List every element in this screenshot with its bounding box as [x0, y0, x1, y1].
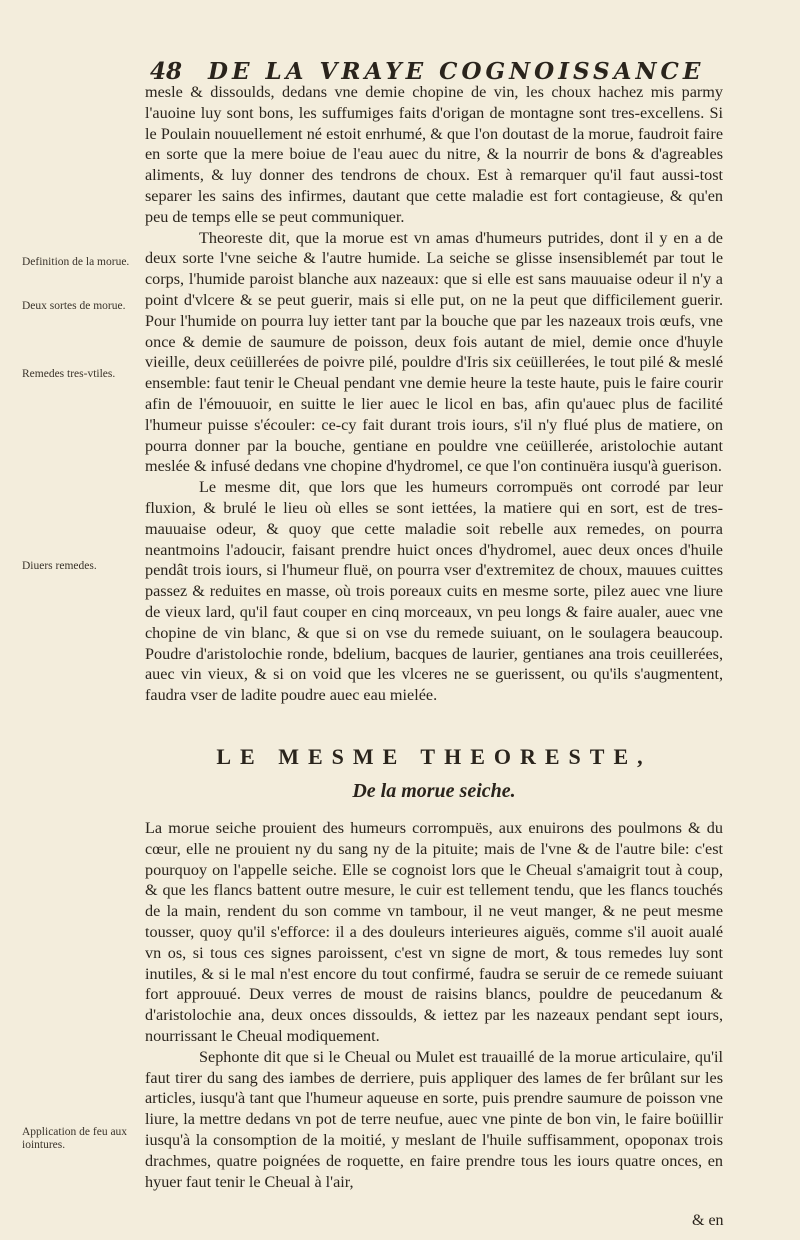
section-subheading: De la morue seiche. [352, 780, 516, 802]
margin-note-useful-remedies: Remedes tres-vtiles. [22, 368, 116, 380]
catchword: & en [692, 1212, 724, 1229]
margin-note-two-kinds: Deux sortes de morue. [22, 300, 126, 312]
paragraph: Sephonte dit que si le Cheual ou Mulet est trauaillé de la morue articulaire, qu'il faut tirer du sang des iambes de derriere, puis appliquer des lames de fer brûlant sur les articles, iusqu'à tant que l'humeur aqueuse en sorte, puis prendre saumure de poisson vne liure, la mettre dedans vn pot de terre neufue, auec vne pinte de bon vin, le faire boüillir iusqu'à la consomption de la moitié, y meslant de l'huile suffisamment, opoponax trois drachmes, quatre poignées de roquette, en faire prendre tous les iours quatre onces, en hyuer faut tenir le Cheual à l'air, [145, 1047, 723, 1191]
paragraph: La morue seiche prouient des humeurs corrompuës, aux enuirons des poulmons & du cœur, elle ne prouient ny du sang ny de la pituite; mais de l'vne & de l'autre bile: c'est pourquoy on l'appelle seiche. Elle se cognoist lors que le Cheual s'amaigrit tout à coup, & que les flancs battent outre mesure, le cuir est tellement tendu, que les flancs touchés de la main, rendent du son comme vn tambour, il ne veut manger, & ne peut mesme tousser, quoy qu'il s'efforce: il a des douleurs interieures aiguës, comme s'il auoit aualé vn os, si tous ces signes paroissent, c'est vn signe de mort, & tous remedes luy sont inutiles, & si le mal n'est encore du tout confirmé, faudra se seruir de ce remede suiuant fort approuué. Deux verres de moust de raisins blancs, pouldre de peucedanum & d'aristolochie ana, deux onces dissoulds, & iettez par les nazeaux pendant sept iours, nourrissant le Cheual modiquement. [145, 819, 723, 1045]
body-text-top [145, 82, 723, 706]
section-heading: LE MESME THEORESTE, [216, 744, 652, 769]
running-header [150, 58, 710, 85]
margin-note-fire-application: Application de feu aux iointures. [22, 1126, 128, 1151]
page-number: 48 [150, 58, 183, 85]
body-text-bottom [145, 818, 723, 1192]
paragraph: mesle & dissoulds, dedans vne demie chopine de vin, les choux hachez mis parmy l'auoine luy sont bons, les suffumiges faits d'origan de montagne sont tres-excellens. Si le Poulain nouuellement né estoit enrhumé, & que l'on doutast de la morue, faudroit faire en sorte que la mere boiue de l'eau auec du nitre, & la nourrir de bons & d'agreables aliments, & luy donner des tendrons de choux. Est à remarquer qu'il faut aussi-tost separer les sains des infirmes, dautant que cette maladie est fort contagieuse, & qu'en peu de temps elle se peut communiquer. [145, 83, 723, 226]
paragraph: Le mesme dit, que lors que les humeurs corrompuës ont corrodé par leur fluxion, & brulé le lieu où elles se sont iettées, la matiere qui en sort, est de tres-mauuaise odeur, & quoy que cette maladie soit rebelle aux remedes, on pourra neantmoins l'adoucir, faisant prendre huict onces d'hydromel, auec deux onces d'huile pendât trois iours, si l'humeur fluë, on pourra vser d'extremitez de choux, mauues cuittes passez & reduites en masse, où trois poreaux cuits en mesme sorte, pilez auec vne liure de vieux lard, qu'il faut couper en cinq morceaux, vn peu longs & faire aualer, auec vne chopine de vin blanc, & que si on vse du remede suiuant, on le soulagera beaucoup. Poudre d'aristolochie ronde, bdelium, bacques de laurier, gentianes ana trois ceuillerées, auec vin vieux, & si on void que les vlceres ne se guerissent, ou qu'ils s'augmentent, faudra vser de ladite poudre auec eau mielée. [145, 478, 723, 705]
paragraph: Theoreste dit, que la morue est vn amas d'humeurs putrides, dont il y en a de deux sorte l'vne seiche & l'autre humide. La seiche se glisse insensiblemét par tout le corps, l'humide paroist blanche aux nazeaux: que si elle est sans mauuaise odeur il n'y a point d'vlcere & se peut guerir, mais si elle put, on ne la peut que difficilement guerir. Pour l'humide on pourra luy ietter tant par la bouche que par les nazeaux trois œufs, vne once & demie de saumure de poisson, deux fois autant de miel, demie once d'huyle vieille, deux ceüillerées de poivre pilé, pouldre d'Iris six ceüillerées, le tout pilé & meslé ensemble: faut tenir le Cheual pendant vne demie heure la teste haute, puis le faire courir afin de l'émouuoir, en suitte le lier auec le licol en bas, afin qu'auec plus de facilité l'humeur puisse s'écouler: ce-cy fait durant trois iours, s'il n'y flué plus de matiere, on pourra donner par la bouche, gentiane en pouldre vne ceüillerée, aristolochie autant meslée & infusé dedans vne chopine d'hydromel, ce que l'on continuëra iusqu'à guerison. [145, 228, 723, 476]
margin-note-definition: Definition de la morue. [22, 256, 130, 268]
margin-note-various-remedies: Diuers remedes. [22, 560, 97, 572]
running-title: DE LA VRAYE COGNOISSANCE [208, 58, 705, 85]
